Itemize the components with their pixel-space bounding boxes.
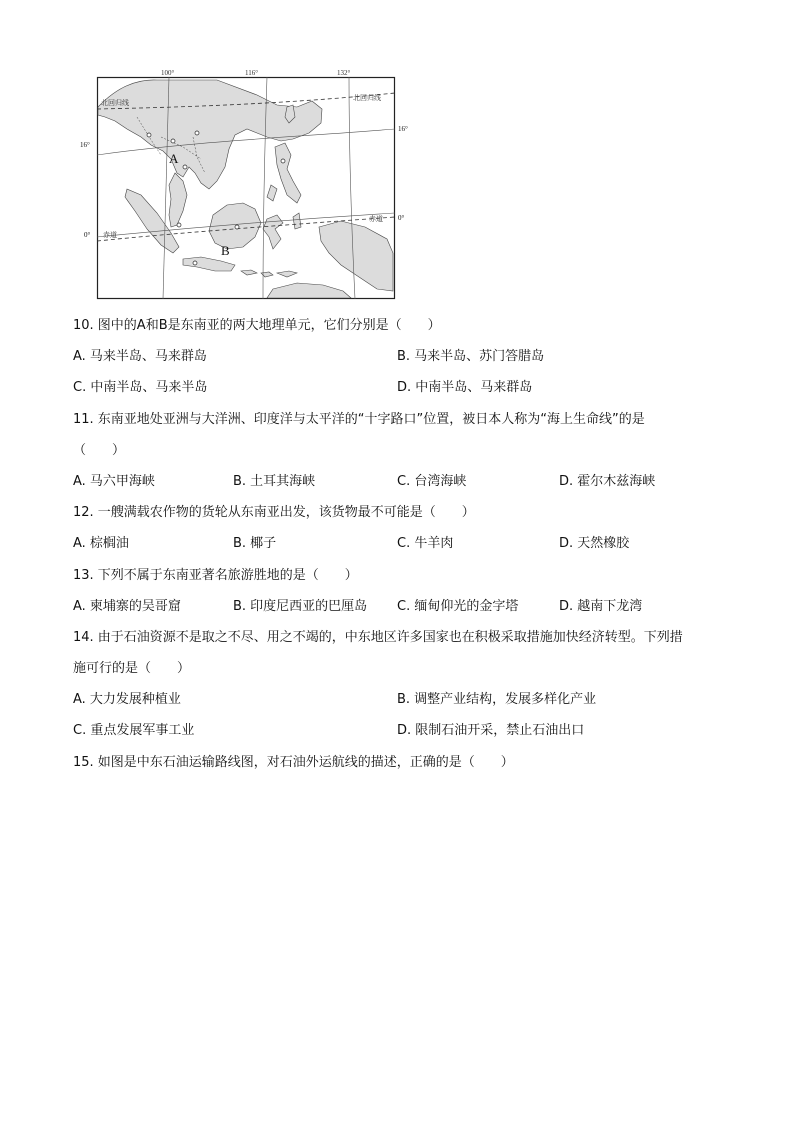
tropic-label-right: 北回归线 (353, 94, 381, 102)
southeast-asia-map (97, 69, 395, 299)
question-12-stem: 12. 一艘满载农作物的货轮从东南亚出发，该货物最不可能是（ ） (73, 505, 475, 520)
lat-label-0-left: 0° (84, 231, 91, 239)
question-11-option-b[interactable]: B. 土耳其海峡 (233, 474, 316, 489)
question-13-option-d[interactable]: D. 越南下龙湾 (559, 599, 643, 614)
question-12-option-d[interactable]: D. 天然橡胶 (559, 536, 630, 551)
question-10-option-d[interactable]: D. 中南半岛、马来群岛 (397, 380, 533, 395)
lon-label-100: 100° (161, 69, 175, 77)
question-10-option-a[interactable]: A. 马来半岛、马来群岛 (73, 349, 207, 364)
question-15-stem: 15. 如图是中东石油运输路线图，对石油外运航线的描述，正确的是（ ） (73, 755, 514, 770)
region-b-label: B (221, 243, 230, 258)
question-12-option-a[interactable]: A. 棕榈油 (73, 536, 129, 551)
question-14-option-b[interactable]: B. 调整产业结构，发展多样化产业 (397, 692, 597, 707)
question-10-stem: 10. 图中的A和B是东南亚的两大地理单元，它们分别是（ ） (73, 318, 441, 333)
lat-label-16-left: 16° (80, 141, 90, 149)
question-13-option-b[interactable]: B. 印度尼西亚的巴厘岛 (233, 599, 368, 614)
question-11-stem: 11. 东南亚地处亚洲与大洋洲、印度洋与太平洋的“十字路口”位置，被日本人称为“海上生命线”的是 (73, 412, 645, 427)
tropic-label-left: 北回归线 (101, 99, 129, 107)
lat-label-16-right: 16° (398, 125, 408, 133)
question-13-stem: 13. 下列不属于东南亚著名旅游胜地的是（ ） (73, 568, 358, 583)
lat-label-0-right: 0° (398, 214, 405, 222)
question-14-option-c[interactable]: C. 重点发展军事工业 (73, 723, 195, 738)
question-11-option-a[interactable]: A. 马六甲海峡 (73, 474, 155, 489)
question-13-option-a[interactable]: A. 柬埔寨的吴哥窟 (73, 599, 181, 614)
question-13-option-c[interactable]: C. 缅甸仰光的金字塔 (397, 599, 519, 614)
question-11-stem-continued: （ ） (73, 443, 126, 458)
lon-label-132: 132° (337, 69, 351, 77)
equator-label-left: 赤道 (103, 231, 117, 239)
question-11-option-d[interactable]: D. 霍尔木兹海峡 (559, 474, 656, 489)
question-12-option-b[interactable]: B. 椰子 (233, 536, 277, 551)
question-14-option-d[interactable]: D. 限制石油开采，禁止石油出口 (397, 723, 585, 738)
question-10-option-c[interactable]: C. 中南半岛、马来半岛 (73, 380, 208, 395)
question-12-option-c[interactable]: C. 牛羊肉 (397, 536, 454, 551)
question-10-option-b[interactable]: B. 马来半岛、苏门答腊岛 (397, 349, 545, 364)
question-14-option-a[interactable]: A. 大力发展种植业 (73, 692, 181, 707)
question-11-option-c[interactable]: C. 台湾海峡 (397, 474, 467, 489)
question-14-stem: 14. 由于石油资源不是取之不尽、用之不竭的，中东地区许多国家也在积极采取措施加快经济转型。下列措 (73, 630, 683, 645)
lon-label-116: 116° (245, 69, 259, 77)
question-14-stem-continued: 施可行的是（ ） (73, 661, 191, 676)
region-a-label: A (169, 151, 179, 166)
equator-label-right: 赤道 (369, 215, 383, 223)
